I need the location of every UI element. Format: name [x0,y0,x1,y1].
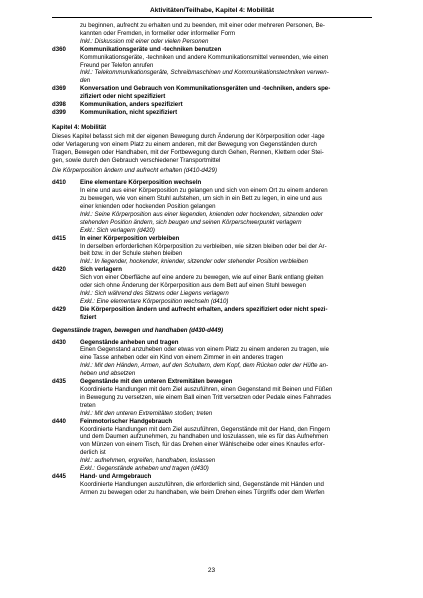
block-heading: Gegenstände tragen, bewegen und handhaben (d430-d449) [52,326,223,334]
text-line: in Bewegung zu versetzen, wie einem Ball einen Tritt versetzen oder Pedale eines Fahrrades [80,393,331,401]
running-header: Aktivitäten/Teilhabe, Kapitel 4: Mobilität [149,7,275,14]
inclusion-note: stehenden Position ändern, sich beugen und seinen Körperschwerpunkt verlagern [80,218,302,226]
text-line: oder Verlagerung von einem Platz zu einem anderen, mit der Bewegung von Gegenständen durch [52,140,317,148]
entry-d429 [52,306,372,322]
entry-code: d420 [52,266,66,274]
entry-d410 [52,179,372,234]
inclusion-note: Inkl.: Telekommunikationsgeräte, Schreibmaschinen und Kommunikationstechniken verwen- [80,69,329,77]
inclusion-note: Inkl.: Diskussion mit einer oder vielen Personen [80,37,209,45]
entry-d445 [52,473,372,497]
exclusion-note: Exkl.: Gegenstände anheben und tragen (d430) [80,465,209,473]
entry-d420 [52,266,372,306]
text-line: Koordinierte Handlungen mit dem Ziel auszuführen, einen Gegenstand mit Beinen und Füßen [80,385,333,393]
text-line: Sich von einer Oberfläche auf eine andere zu bewegen, wie auf einer Bank entlang gleiten [80,274,324,282]
text-line: eine Tasse anheben oder ein Kind von einem Zimmer in ein anderes tragen [80,354,284,362]
text-line: einer knienden oder hockenden Position gelangen [80,203,216,211]
entry-d369 [52,85,372,101]
entry-title: Kommunikation, anders spezifiziert [80,101,183,109]
entry-d440 [52,418,372,473]
header-rule [52,17,372,18]
chapter-title: Kapitel 4: Mobilität [52,123,107,131]
text-line: Freund per Telefon anrufen [80,61,154,69]
text-line: derlich ist [80,449,106,457]
entry-d435 [52,378,372,418]
entry-title: Die Körperposition ändern und aufrecht erhalten, anders spezifiziert oder nicht spezi- [80,305,328,313]
inclusion-note: den [80,77,91,85]
text-line: Dieses Kapitel befasst sich mit der eigenen Bewegung durch Änderung der Körperposition oder -lage [52,132,325,140]
entry-title: Hand- und Armgebrauch [80,472,152,480]
entry-title: In einer Körperposition verbleiben [80,234,180,242]
text-line: In derselben erforderlichen Körperposition zu verbleiben, wie sitzen bleiben oder bei der Ar- [80,242,327,250]
inclusion-note: Inkl.: Mit den Händen, Armen, auf den Schultern, dem Kopf, dem Rücken oder der Hüfte an- [80,362,329,370]
entry-code: d399 [52,108,66,116]
entry-d399 [52,109,372,117]
entry-title: Eine elementare Körperposition wechseln [80,179,202,187]
inclusion-note: Inkl.: aufnehmen, ergreifen, handhaben, loslassen [80,457,216,465]
page-content [52,22,372,497]
entry-title: Sich verlagern [80,266,122,274]
text-line: Koordinierte Handlungen mit dem Ziel auszuführen, Gegenstände mit der Hand, den Fingern [80,425,330,433]
inclusion-note: heben und absetzen [80,370,136,378]
text-line: In eine und aus einer Körperposition zu gelangen und sich von einem Ort zu einem anderen [80,187,328,195]
text-line: Koordinierte Handlungen auszuführen, die erforderlich sind, Gegenstände mit Händen und [80,480,324,488]
entry-title: zifiziert oder nicht spezifiziert [80,93,166,101]
entry-d360 [52,46,372,86]
exclusion-note: Exkl.: Eine elementare Körperposition wechseln (d410) [80,297,229,305]
text-line: Kommunikationsgeräte, -techniken und andere Kommunikationsmittel verwenden, wie einen [80,53,329,61]
entry-title: fiziert [80,313,97,321]
entry-title: Gegenstände anheben und tragen [80,338,179,346]
text-line: von Münzen von einem Tisch, für das Drehen einer Wählscheibe oder eines Knaufes erfor- [80,441,325,449]
entry-code: d410 [52,179,66,187]
text-line: oder sich ohne Änderung der Körperposition aus dem Bett auf einen Stuhl bewegen [80,282,306,290]
entry-title: Kommunikation, nicht spezifiziert [80,108,178,116]
entry-title: Kommunikationsgeräte und -techniken benutzen [80,45,222,53]
text-line: treten [80,401,96,409]
entry-code: d360 [52,45,66,53]
entry-d398 [52,101,372,109]
text-line: Armen zu bewegen oder zu handhaben, wie beim Drehen eines Türgriffs oder dem Werfen [80,488,325,496]
entry-continuation [52,22,372,46]
inclusion-note: Inkl.: Mit den unteren Extremitäten stoßen; treten [80,409,213,417]
text-line: zu beginnen, aufrecht zu erhalten und zu beenden, mit einer oder mehreren Personen, Be- [80,22,325,29]
text-line: Einen Gegenstand anzuheben oder etwas von einem Platz zu einem anderen zu tragen, wie [80,346,329,354]
inclusion-note: Inkl.: In liegender, hockender, kniender, sitzender oder stehender Position verbleiben [80,258,308,266]
entry-title: Konversation und Gebrauch von Kommunikationsgeräten und -techniken, anders spe- [80,85,331,93]
text-line: und dem Daumen aufzunehmen, zu handhaben und loszulassen, wie es für das Aufnehmen [80,433,328,441]
entry-code: d415 [52,234,66,242]
text-line: Tragen, Bewegen oder Handhaben, mit der Fortbewegung durch Gehen, Rennen, Klettern oder Stei- [52,148,324,156]
entry-code: d430 [52,338,66,346]
entry-code: d369 [52,85,66,93]
entry-title: Feinmotorischer Handgebrauch [80,417,173,425]
entry-code: d445 [52,472,66,480]
inclusion-note: Inkl.: Seine Körperposition aus einer liegenden, knienden oder hockenden, sitzenden oder [80,210,323,218]
entry-d415 [52,235,372,267]
entry-code: d398 [52,101,66,109]
text-line: gen, sowie durch den Gebrauch verschiedener Transportmittel [52,156,221,164]
exclusion-note: Exkl.: Sich verlagern (d420) [80,226,155,234]
entry-code: d440 [52,417,66,425]
entry-code: d435 [52,378,66,386]
chapter-intro [52,133,372,165]
block-heading: Die Körperposition ändern und aufrecht erhalten (d410-d429) [52,167,217,175]
entry-d430 [52,339,372,379]
text-line: zu bewegen, wie von einem Stuhl aufstehen, um sich in ein Bett zu legen, in eine und aus [80,195,322,203]
text-line: kannten oder Fremden, in formeller oder informeller Form [80,29,236,37]
entry-title: Gegenstände mit den unteren Extremitäten bewegen [80,378,233,386]
page-number: 23 [207,567,216,574]
entry-code: d429 [52,305,66,313]
inclusion-note: Inkl.: Sich während des Sitzens oder Liegens verlagern [80,290,229,297]
text-line: beit bzw. in der Schule stehen bleiben [80,250,183,258]
